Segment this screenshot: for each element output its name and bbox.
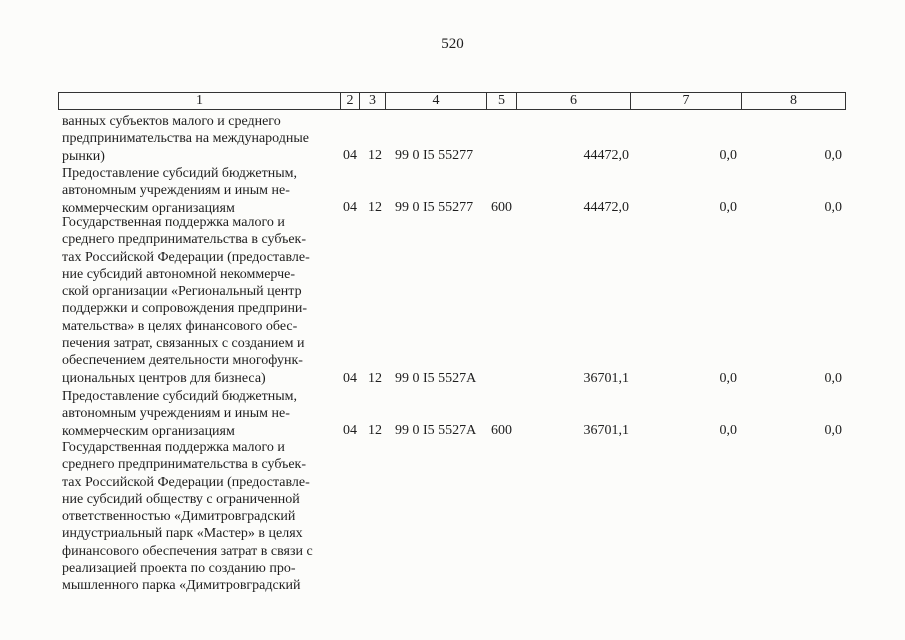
- cell-col5: 600: [491, 423, 512, 438]
- cell-col6: 44472,0: [583, 148, 629, 163]
- cell-col8: 0,0: [824, 423, 842, 438]
- cell-col3: 12: [368, 200, 382, 215]
- cell-col8: 0,0: [824, 148, 842, 163]
- cell-col8: 0,0: [824, 371, 842, 386]
- cell-col4: 99 0 I5 5527А: [395, 423, 477, 438]
- header-col-8: 8: [790, 93, 797, 108]
- cell-col2: 04: [343, 423, 357, 438]
- cell-col2: 04: [343, 200, 357, 215]
- row-description: Государственная поддержка малого и среднего предпринимательства в субъек- тах Российской Федерации (предоставле- ние субсидий обществу с ограниченной ответственностью «Димитровградский индустриальный парк «Мастер» в целях финансового обеспечения затрат в связи с реализацией проекта по созданию про- мышленного парка «Димитровградский: [62, 440, 313, 594]
- row-description: Предоставление субсидий бюджетным, автономным учреждениям и иным не- коммерческим организациям: [62, 166, 298, 216]
- cell-col6: 36701,1: [583, 371, 629, 386]
- page-number: 520: [441, 36, 464, 52]
- header-col-7: 7: [631, 93, 742, 109]
- cell-col8: 0,0: [824, 200, 842, 215]
- header-col-3: 3: [360, 93, 386, 109]
- header-col-2: 2: [341, 93, 360, 109]
- header-col-6: 6: [517, 93, 631, 109]
- table-header: [58, 92, 846, 110]
- cell-col3: 12: [368, 423, 382, 438]
- cell-col4: 99 0 I5 55277: [395, 200, 474, 215]
- cell-col4: 99 0 I5 5527А: [395, 371, 477, 386]
- row-description: Государственная поддержка малого и среднего предпринимательства в субъек- тах Российской Федерации (предоставле- ние субсидий автономной некоммерче- ской организации «Региональный центр поддержки и сопровождения предприни- мательства» в целях финансового обес- печения затрат, связанных с созданием и обеспечением деятельности многофунк- циональных центров для бизнеса): [62, 215, 310, 386]
- cell-col4: 99 0 I5 55277: [395, 148, 474, 163]
- cell-col7: 0,0: [719, 423, 737, 438]
- header-col-4: 4: [386, 93, 487, 109]
- cell-col3: 12: [368, 371, 382, 386]
- cell-col6: 44472,0: [583, 200, 629, 215]
- cell-col5: 600: [491, 200, 512, 215]
- cell-col2: 04: [343, 148, 357, 163]
- cell-col7: 0,0: [719, 148, 737, 163]
- cell-col3: 12: [368, 148, 382, 163]
- cell-col6: 36701,1: [583, 423, 629, 438]
- header-col-1: 1: [59, 93, 341, 109]
- cell-col7: 0,0: [719, 371, 737, 386]
- row-description: Предоставление субсидий бюджетным, автономным учреждениям и иным не- коммерческим организациям: [62, 389, 298, 439]
- header-col-5: 5: [487, 93, 517, 109]
- cell-col2: 04: [343, 371, 357, 386]
- row-description: ванных субъектов малого и среднего предпринимательства на международные рынки): [62, 114, 310, 164]
- cell-col7: 0,0: [719, 200, 737, 215]
